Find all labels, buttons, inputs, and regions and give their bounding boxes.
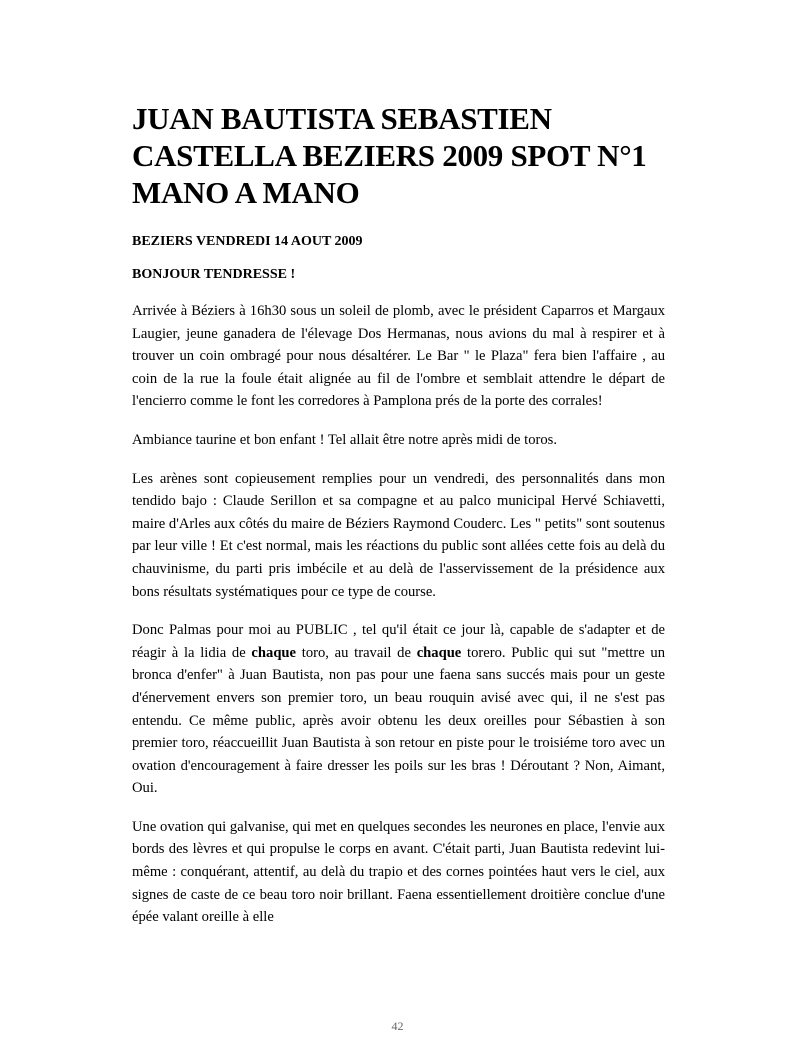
date-line: BEZIERS VENDREDI 14 AOUT 2009 bbox=[132, 234, 363, 249]
emphasis-chaque: chaque bbox=[251, 644, 297, 661]
paragraph-public bbox=[132, 619, 665, 800]
paragraph-ovation: Une ovation qui galvanise, qui met en quelques secondes les neurones en place, l'envie aux bords des lèvres et qui propulse le corps en avant. C'était parti, Juan Bautista redevint lui-même : conquérant, attentif, au delà du trapio et des cornes pointées haut vers le ciel, aux signes de caste de ce beau toro noir brillant. Faena essentiellement droitière conclue d'une épée valant oreille à elle bbox=[132, 818, 665, 926]
document-title: JUAN BAUTISTA SEBASTIEN CASTELLA BEZIERS 2009 SPOT N°1 MANO A MANO bbox=[132, 101, 647, 210]
body-text bbox=[132, 300, 665, 945]
paragraph-arrival: Arrivée à Béziers à 16h30 sous un soleil de plomb, avec le président Caparros et Margaux Laugier, jeune ganadera de l'élevage Dos Hermanas, nous avions du mal à respirer et à trouver un coin ombragé pour nous désaltérer. Le Bar " le Plaza" fera bien l'affaire , au coin de la rue la foule était alignée au fil de l'ombre et semblait attendre le départ de l'encierro comme le font les corredores à Pamplona prés de la porte des corrales! bbox=[132, 303, 665, 410]
paragraph-text-segment: toro, au travail de bbox=[296, 644, 417, 661]
paragraph-arenes: Les arènes sont copieusement remplies pour un vendredi, des personnalités dans mon tendido bajo : Claude Serillon et sa compagne et au palco municipal Hervé Schiavetti, maire d'Arles aux côtés du maire de Béziers Raymond Couderc. Les " petits" sont soutenus par leur ville ! Et c'est normal, mais les réactions du public sont allées cette fois au delà du chauvinisme, du parti pris imbécile et au delà de l'asservissement de la présidence aux bons résultats systématiques pour ce type de course. bbox=[132, 470, 665, 600]
paragraph-text-segment: torero. Public qui sut "mettre un bronca d'enfer" à Juan Bautista, non pas pour une faena sans succés mais pour un geste d'énervement envers son premier toro, un beau rouquin avisé avec qui, il ne s'est pas entendu. Ce même public, après avoir obtenu les deux oreilles pour Sébastien à son premier toro, réaccueillit Juan Bautista à son retour en piste pour le troisiéme toro avec un ovation d'encouragement à faire dresser les poils sur les bras ! Déroutant ? Non, Aimant, Oui. bbox=[132, 644, 665, 797]
emphasis-chaque: chaque bbox=[416, 644, 462, 661]
paragraph-text-segment: Donc Palmas pour moi au PUBLIC , tel qu'il était ce jour là, capable de s'adapter et de réagir à la lidia de bbox=[132, 622, 665, 661]
greeting: BONJOUR TENDRESSE ! bbox=[132, 267, 296, 282]
page-number: 42 bbox=[391, 1019, 404, 1033]
paragraph-ambiance: Ambiance taurine et bon enfant ! Tel allait être notre après midi de toros. bbox=[132, 431, 558, 448]
